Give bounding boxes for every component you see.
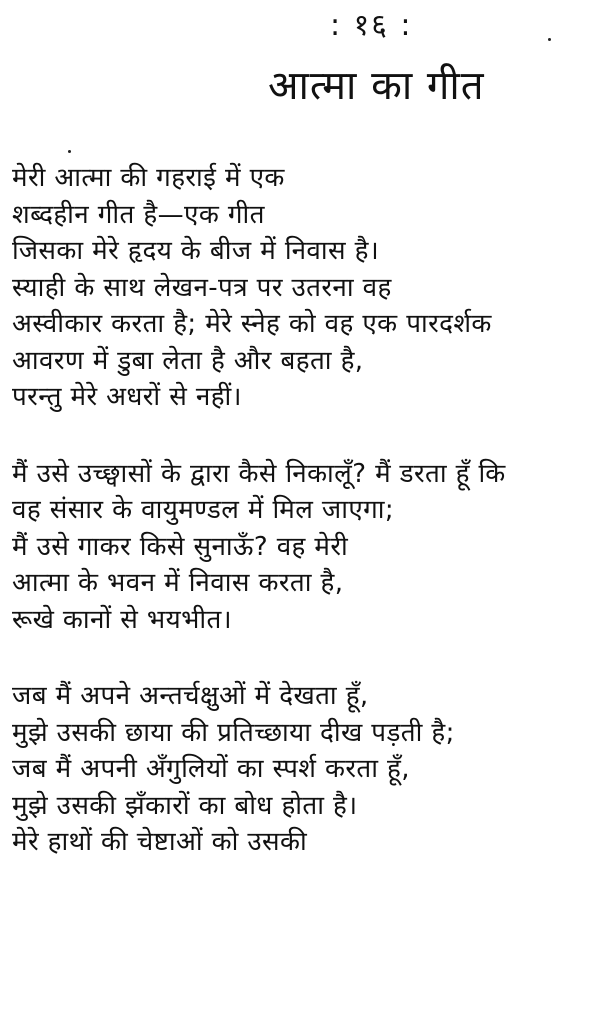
poem-line: मुझे उसकी झँकारों का बोध होता है। [12,790,358,821]
poem-line: जब मैं अपनी अँगुलियों का स्पर्श करता हूँ, [12,754,410,784]
poem-line: परन्तु मेरे अधरों से नहीं। [12,382,242,412]
stanza-1 [12,160,598,416]
poem-line: जब मैं अपने अन्तर्चक्षुओं में देखता हूँ, [12,681,369,711]
poem-line: आवरण में डुबा लेता है और बहता है, [12,345,364,376]
poem-line: आत्मा के भवन में निवास करता है, [12,568,344,598]
poem-line: मुझे उसकी छाया की प्रतिच्छाया दीख पड़ती है; [12,717,455,748]
page-number: : १६ : [330,8,413,43]
poem-line: मैं उसे गाकर किसे सुनाऊँ? वह मेरी [12,531,349,562]
print-speck [68,150,71,153]
poem-line: जिसका मेरे हृदय के बीज में निवास है। [12,236,380,266]
poem-body [12,160,598,861]
poem-line: वह संसार के वायुमण्डल में मिल जाएगा; [12,495,395,525]
stanza-2 [12,456,598,639]
poem-line: मेरी आत्मा की गहराई में एक [12,163,285,193]
stanza-3 [12,678,598,861]
poem-line: अस्वीकार करता है; मेरे स्नेह को वह एक पारदर्शक [12,309,492,339]
poem-title: आत्मा का गीत [268,63,485,109]
poem-line: शब्दहीन गीत है—एक गीत [12,199,265,230]
poem-line: रूखे कानों से भयभीत। [12,604,232,635]
poem-line: मैं उसे उच्छ्वासों के द्वारा कैसे निकालूँ? मैं डरता हूँ कि [12,458,506,489]
poem-line: स्याही के साथ लेखन-पत्र पर उतरना वह [12,272,392,303]
poem-line: मेरे हाथों की चेष्टाओं को उसकी [12,827,308,857]
print-speck [548,38,551,41]
